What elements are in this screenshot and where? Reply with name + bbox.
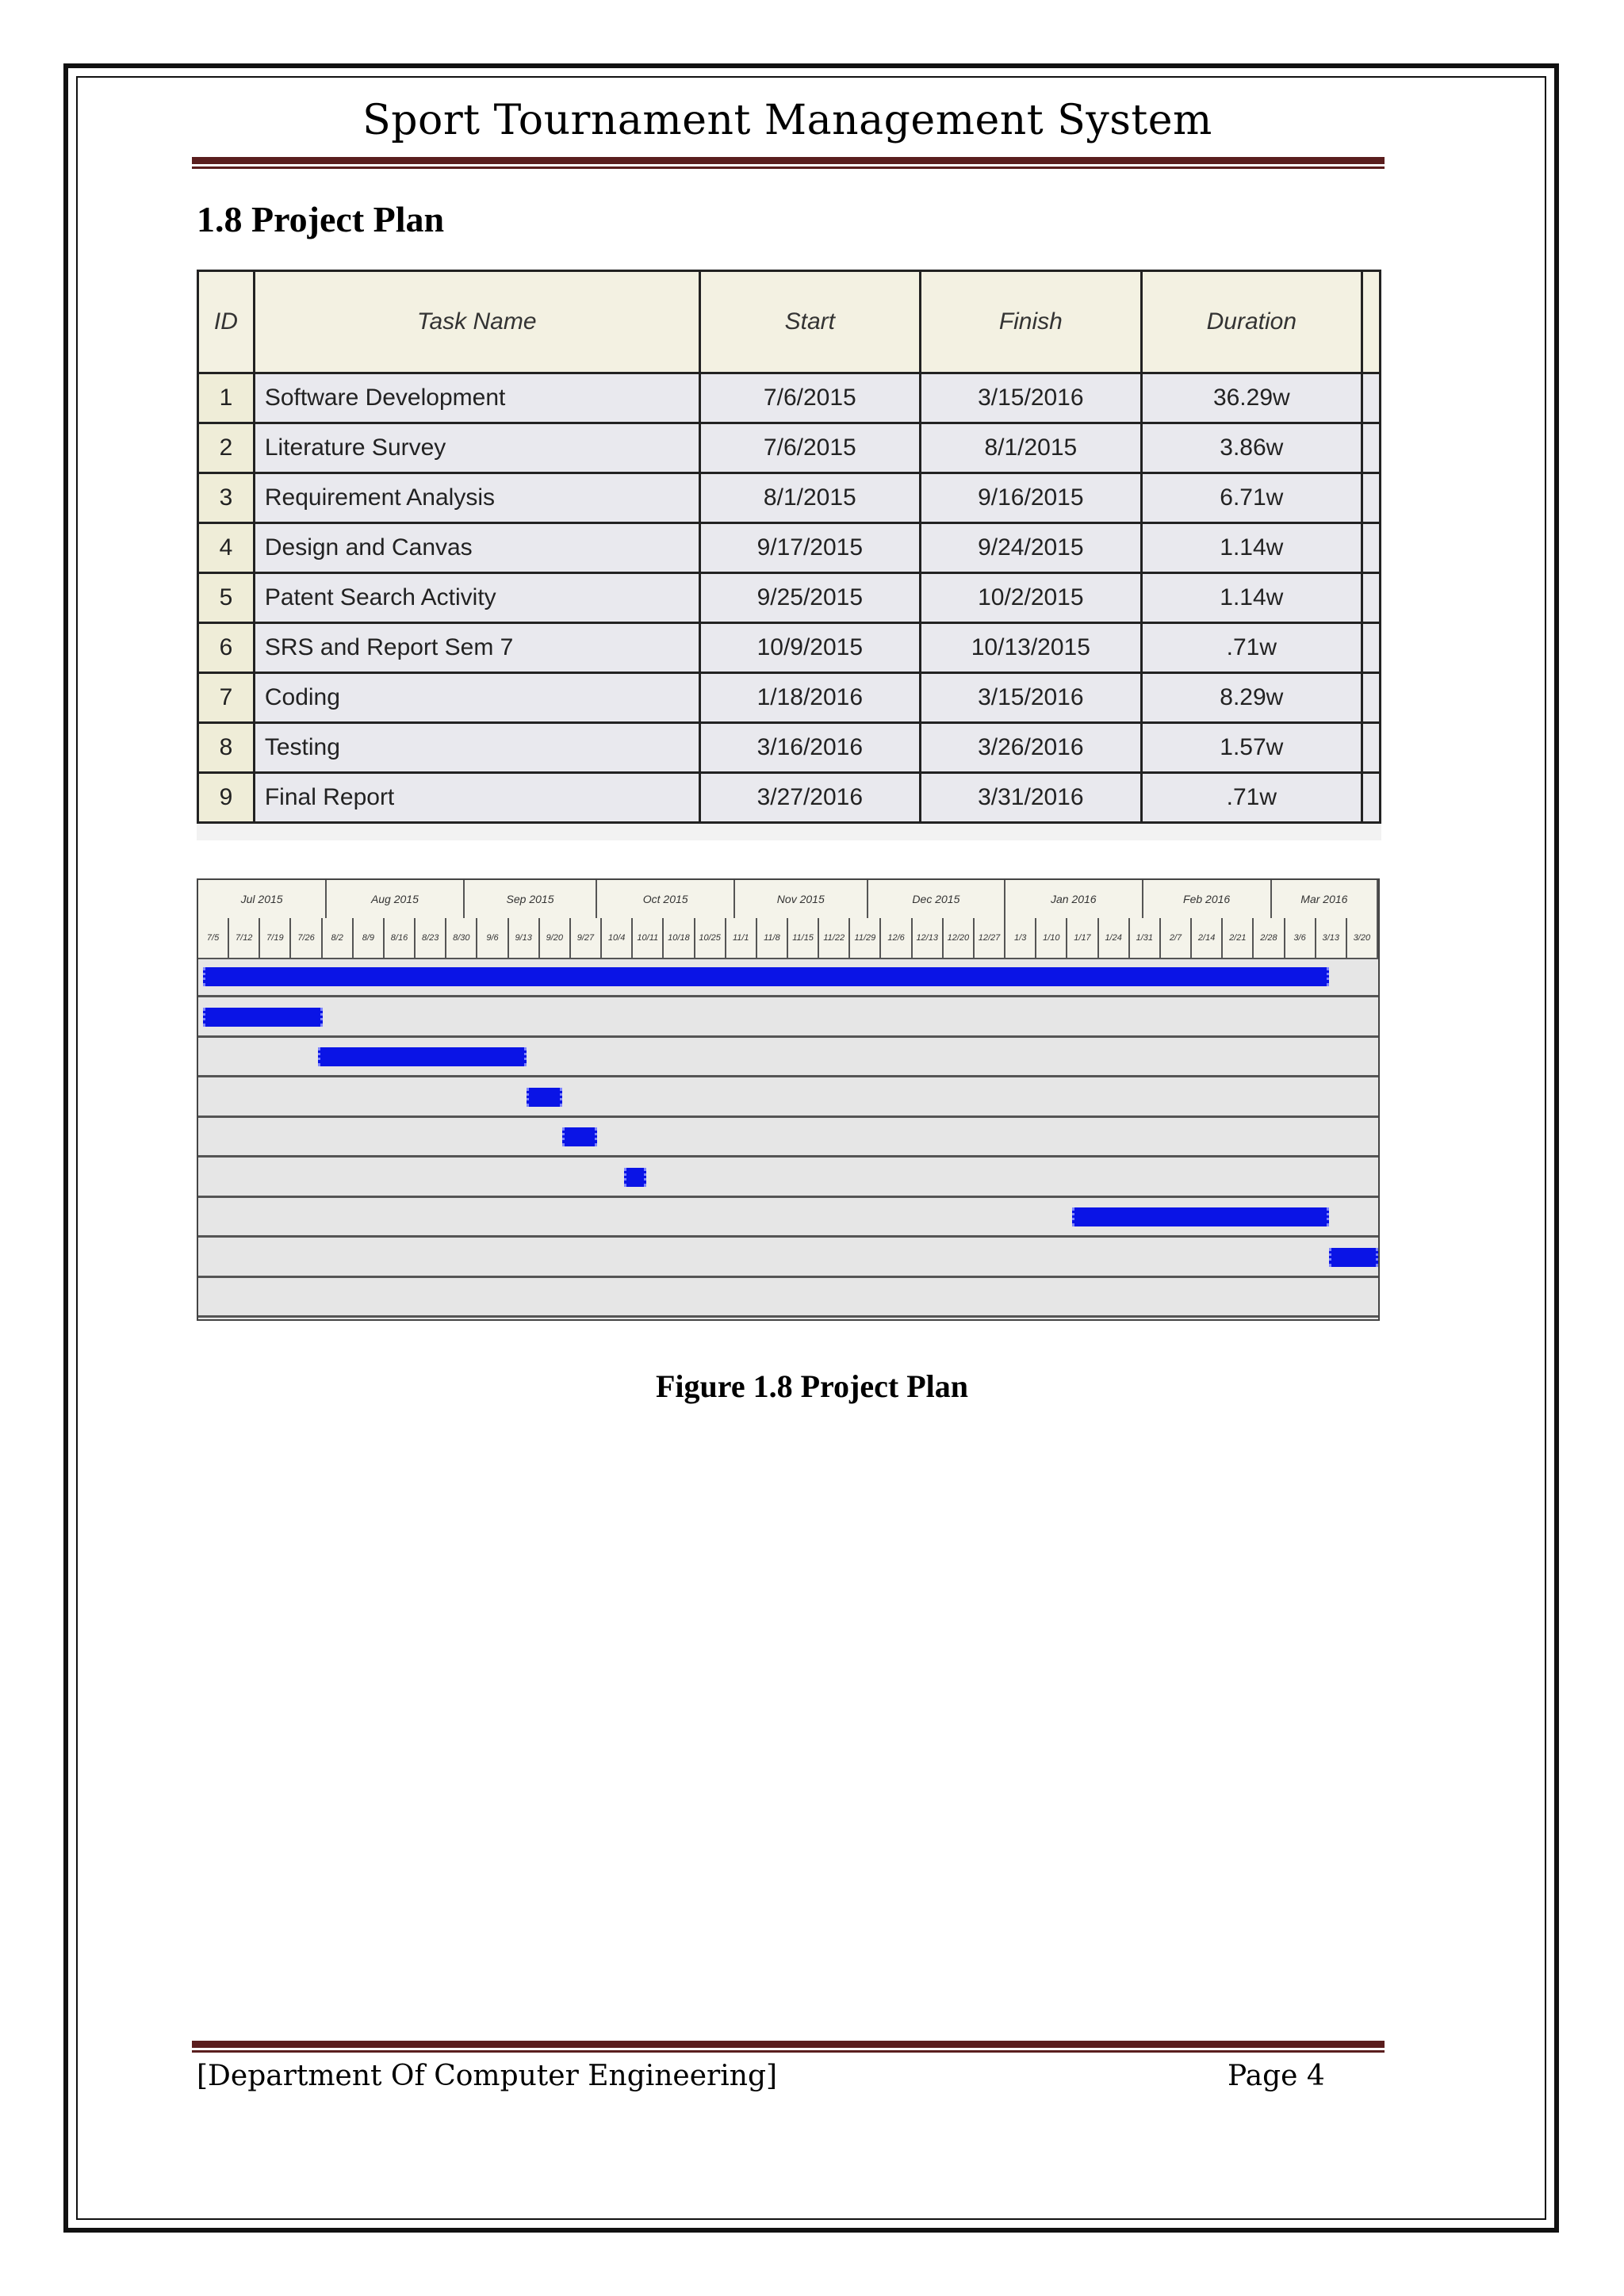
gantt-week-label: 12/6 [881, 918, 912, 958]
gantt-task-bar [203, 1008, 323, 1027]
chart-edge-cell [1362, 473, 1381, 523]
section-heading: 1.8 Project Plan [197, 199, 445, 239]
gantt-month-label: Jul 2015 [198, 880, 327, 918]
task-id-cell: 9 [198, 773, 255, 823]
gantt-week-label: 1/31 [1130, 918, 1161, 958]
header-rule [192, 157, 1385, 169]
gantt-week-label: 7/5 [198, 918, 229, 958]
task-start-cell: 8/1/2015 [699, 473, 921, 523]
task-finish-cell: 10/13/2015 [921, 623, 1142, 673]
gantt-week-label: 8/16 [385, 918, 416, 958]
task-name-cell: Requirement Analysis [254, 473, 699, 523]
chart-edge-cell [1362, 523, 1381, 573]
task-start-cell: 3/27/2016 [699, 773, 921, 823]
gantt-week-label: 11/29 [850, 918, 881, 958]
gantt-week-label: 10/4 [602, 918, 633, 958]
task-finish-cell: 8/1/2015 [921, 423, 1142, 473]
gantt-row [198, 998, 1378, 1038]
col-header-chart-edge [1362, 271, 1381, 373]
task-start-cell: 3/16/2016 [699, 723, 921, 773]
footer-page-number: Page 4 [1228, 2060, 1325, 2092]
task-row [198, 473, 1381, 523]
figure-caption: Figure 1.8 Project Plan [656, 1368, 968, 1404]
gantt-week-label: 2/21 [1223, 918, 1254, 958]
gantt-week-label: 2/28 [1254, 918, 1285, 958]
gantt-row [198, 1238, 1378, 1278]
task-row [198, 773, 1381, 823]
gantt-week-label: 9/13 [509, 918, 540, 958]
task-duration-cell: 8.29w [1141, 673, 1362, 723]
gantt-week-label: 1/10 [1036, 918, 1067, 958]
gantt-task-bar [527, 1088, 562, 1107]
task-id-cell: 6 [198, 623, 255, 673]
task-table-header-row [198, 271, 1381, 373]
task-row [198, 523, 1381, 573]
task-table [197, 270, 1381, 824]
gantt-month-label: Nov 2015 [735, 880, 868, 918]
gantt-task-bar [562, 1127, 598, 1146]
task-duration-cell: 1.57w [1141, 723, 1362, 773]
gantt-row [198, 1158, 1378, 1198]
gantt-row [198, 1078, 1378, 1118]
col-header-id: ID [198, 271, 255, 373]
task-name-cell: Patent Search Activity [254, 573, 699, 623]
gantt-week-label: 12/27 [975, 918, 1005, 958]
task-name-cell: Coding [254, 673, 699, 723]
task-row [198, 723, 1381, 773]
gantt-week-label: 2/7 [1161, 918, 1192, 958]
chart-edge-cell [1362, 373, 1381, 423]
gantt-row [198, 1278, 1378, 1318]
task-id-cell: 4 [198, 523, 255, 573]
gantt-month-label: Mar 2016 [1272, 880, 1378, 918]
chart-edge-cell [1362, 723, 1381, 773]
task-row [198, 573, 1381, 623]
task-finish-cell: 3/15/2016 [921, 673, 1142, 723]
gantt-week-label: 12/13 [913, 918, 944, 958]
task-start-cell: 10/9/2015 [699, 623, 921, 673]
footer-department: [Department Of Computer Engineering] [197, 2060, 778, 2092]
gantt-task-bar [1378, 1288, 1380, 1307]
gantt-week-label: 12/20 [944, 918, 975, 958]
gantt-week-label: 9/20 [540, 918, 571, 958]
gantt-month-label: Aug 2015 [327, 880, 464, 918]
task-duration-cell: 6.71w [1141, 473, 1362, 523]
task-id-cell: 5 [198, 573, 255, 623]
task-name-cell: SRS and Report Sem 7 [254, 623, 699, 673]
gantt-week-label: 10/18 [664, 918, 695, 958]
gantt-month-label: Jan 2016 [1005, 880, 1143, 918]
gantt-week-label: 10/11 [633, 918, 664, 958]
task-start-cell: 7/6/2015 [699, 373, 921, 423]
task-finish-cell: 3/26/2016 [921, 723, 1142, 773]
gantt-week-header [198, 918, 1378, 959]
task-name-cell: Design and Canvas [254, 523, 699, 573]
gantt-task-bar [1329, 1248, 1378, 1267]
gantt-month-header [198, 880, 1378, 920]
footer-rule [192, 2041, 1385, 2053]
gantt-task-bar [203, 967, 1330, 986]
gantt-task-bar [624, 1168, 646, 1187]
gantt-week-label: 3/13 [1316, 918, 1347, 958]
task-duration-cell: 3.86w [1141, 423, 1362, 473]
task-duration-cell: 1.14w [1141, 573, 1362, 623]
gantt-week-label: 1/24 [1099, 918, 1130, 958]
gantt-row [198, 1198, 1378, 1238]
task-table-image [197, 270, 1381, 840]
task-duration-cell: .71w [1141, 623, 1362, 673]
gantt-week-label: 10/25 [695, 918, 726, 958]
chart-edge-cell [1362, 623, 1381, 673]
task-finish-cell: 9/16/2015 [921, 473, 1142, 523]
task-finish-cell: 3/15/2016 [921, 373, 1142, 423]
task-row [198, 623, 1381, 673]
document-header-title: Sport Tournament Management System [362, 97, 1212, 144]
task-start-cell: 9/25/2015 [699, 573, 921, 623]
gantt-task-bar [318, 1047, 527, 1066]
task-finish-cell: 3/31/2016 [921, 773, 1142, 823]
gantt-row [198, 1118, 1378, 1158]
gantt-week-label: 3/20 [1347, 918, 1378, 958]
col-header-start: Start [699, 271, 921, 373]
gantt-week-label: 8/9 [354, 918, 385, 958]
task-id-cell: 7 [198, 673, 255, 723]
chart-edge-cell [1362, 773, 1381, 823]
task-finish-cell: 9/24/2015 [921, 523, 1142, 573]
task-start-cell: 1/18/2016 [699, 673, 921, 723]
gantt-week-label: 1/17 [1067, 918, 1098, 958]
task-name-cell: Literature Survey [254, 423, 699, 473]
gantt-week-label: 3/6 [1285, 918, 1316, 958]
task-name-cell: Software Development [254, 373, 699, 423]
chart-edge-cell [1362, 573, 1381, 623]
chart-edge-cell [1362, 673, 1381, 723]
task-row [198, 673, 1381, 723]
gantt-week-label: 11/1 [726, 918, 757, 958]
gantt-week-label: 11/22 [819, 918, 850, 958]
gantt-week-label: 2/14 [1192, 918, 1223, 958]
gantt-week-label: 8/30 [446, 918, 477, 958]
gantt-task-bar [1072, 1207, 1329, 1226]
gantt-week-label: 7/26 [291, 918, 322, 958]
gantt-week-label: 11/15 [788, 918, 819, 958]
task-start-cell: 7/6/2015 [699, 423, 921, 473]
task-duration-cell: 1.14w [1141, 523, 1362, 573]
col-header-task-name: Task Name [254, 271, 699, 373]
task-id-cell: 2 [198, 423, 255, 473]
gantt-week-label: 7/19 [260, 918, 291, 958]
col-header-duration: Duration [1141, 271, 1362, 373]
col-header-finish: Finish [921, 271, 1142, 373]
gantt-week-label: 7/12 [229, 918, 260, 958]
gantt-month-label: Oct 2015 [597, 880, 734, 918]
task-start-cell: 9/17/2015 [699, 523, 921, 573]
task-id-cell: 1 [198, 373, 255, 423]
task-row [198, 373, 1381, 423]
task-name-cell: Testing [254, 723, 699, 773]
task-finish-cell: 10/2/2015 [921, 573, 1142, 623]
task-id-cell: 3 [198, 473, 255, 523]
gantt-month-label: Dec 2015 [868, 880, 1005, 918]
gantt-chart [197, 878, 1380, 1321]
chart-edge-cell [1362, 423, 1381, 473]
gantt-month-label: Feb 2016 [1143, 880, 1272, 918]
gantt-week-label: 9/6 [477, 918, 508, 958]
gantt-row [198, 1038, 1378, 1077]
gantt-week-label: 11/8 [757, 918, 788, 958]
task-duration-cell: .71w [1141, 773, 1362, 823]
gantt-week-label: 9/27 [571, 918, 602, 958]
gantt-week-label: 8/2 [323, 918, 354, 958]
gantt-row [198, 958, 1378, 997]
task-id-cell: 8 [198, 723, 255, 773]
gantt-week-label: 1/3 [1005, 918, 1036, 958]
task-row [198, 423, 1381, 473]
gantt-week-label: 8/23 [416, 918, 446, 958]
gantt-month-label: Sep 2015 [465, 880, 598, 918]
task-name-cell: Final Report [254, 773, 699, 823]
task-duration-cell: 36.29w [1141, 373, 1362, 423]
